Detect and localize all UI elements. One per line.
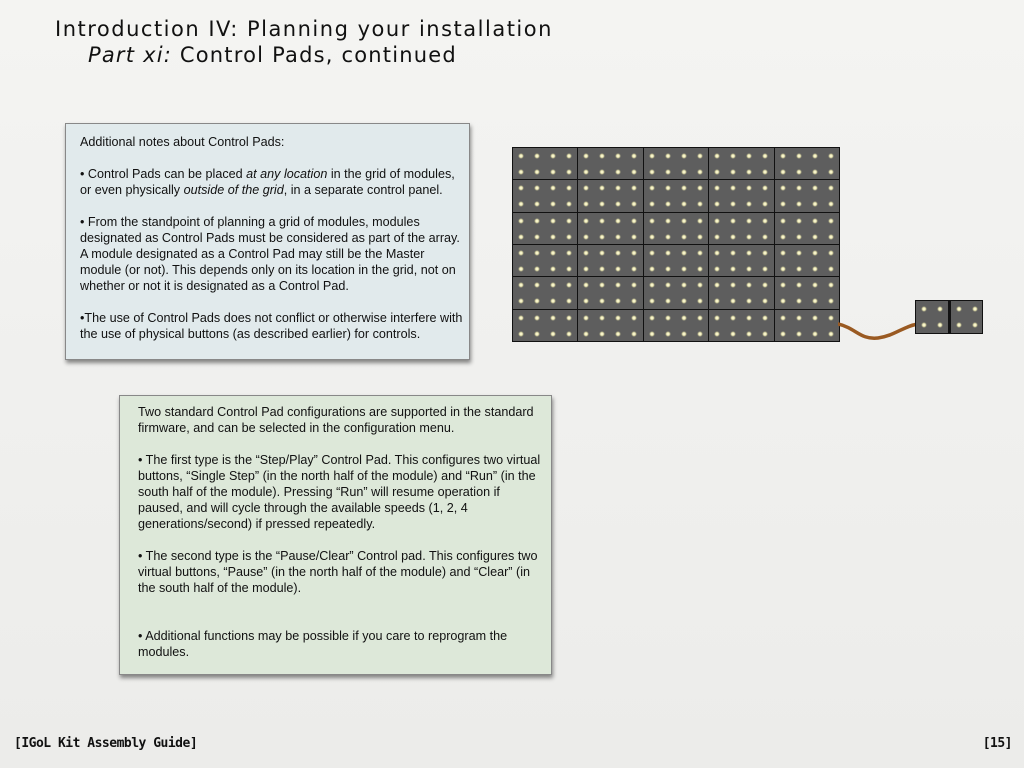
config-paragraph-1: Two standard Control Pad configurations are supported in the standard firmware, and can be selected in the configuration menu. xyxy=(138,405,534,435)
configurations-box xyxy=(119,395,552,675)
grid-module xyxy=(775,277,839,308)
config-paragraph-3: • The second type is the “Pause/Clear” Control pad. This configures two virtual buttons, “Pause” (in the north half of the module) and “Clear” (in the south half of the module). xyxy=(138,549,538,595)
grid-module xyxy=(578,213,642,244)
grid-module xyxy=(513,245,577,276)
grid-module xyxy=(709,245,773,276)
slide-subtitle xyxy=(88,43,457,67)
notes-paragraph-1 xyxy=(80,166,463,198)
grid-module xyxy=(513,213,577,244)
grid-module xyxy=(709,180,773,211)
notes-paragraph-2: • From the standpoint of planning a grid of modules, modules designated as Control Pads must be considered as part of the array. A module designated as a Control Pad may still be the Master module (or not). This depends only on its location in the grid, not on whether or not it is designated as a Control Pad. xyxy=(80,215,460,293)
grid-module xyxy=(775,213,839,244)
grid-module xyxy=(775,245,839,276)
grid-module xyxy=(644,245,708,276)
grid-module xyxy=(578,180,642,211)
grid-module xyxy=(513,310,577,341)
grid-module xyxy=(513,277,577,308)
notes-p1-emphasis-location: at any location xyxy=(246,167,328,181)
footer-page-number: [15] xyxy=(982,736,1012,751)
grid-module xyxy=(513,148,577,179)
config-paragraph-2: • The first type is the “Step/Play” Control Pad. This configures two virtual buttons, “Single Step” (in the north half of the module) and “Run” (in the south half of the module). Pressing “Run” will resume operation if paused, and will cycle through the available speeds (1, 2, 4 generations/second) if pressed repeatedly. xyxy=(138,453,541,531)
grid-module xyxy=(644,180,708,211)
grid-module xyxy=(709,277,773,308)
notes-heading: Additional notes about Control Pads: xyxy=(80,135,285,149)
notes-p1-emphasis-outside: outside of the grid xyxy=(183,183,284,197)
grid-module xyxy=(644,148,708,179)
notes-box xyxy=(65,123,470,360)
grid-module xyxy=(709,310,773,341)
config-paragraph-4: • Additional functions may be possible if you care to reprogram the modules. xyxy=(138,629,508,659)
grid-module xyxy=(775,180,839,211)
module-grid-diagram xyxy=(512,147,840,342)
grid-module xyxy=(709,213,773,244)
grid-module xyxy=(709,148,773,179)
grid-module xyxy=(644,310,708,341)
control-pad-south-half xyxy=(951,301,983,333)
control-pad-module xyxy=(915,300,983,334)
grid-module xyxy=(578,148,642,179)
control-pad-north-half xyxy=(916,301,948,333)
notes-p1-text-c: in the grid of modules, or even physically xyxy=(80,167,455,197)
grid-module xyxy=(578,245,642,276)
notes-paragraph-3: •The use of Control Pads does not conflict or otherwise interfere with the use of physical buttons (as described earlier) for controls. xyxy=(80,311,463,341)
cable-connector xyxy=(838,318,920,344)
slide-title: Introduction IV: Planning your installation xyxy=(55,17,553,41)
subtitle-part-label: Part xi: xyxy=(88,43,173,67)
subtitle-text: Control Pads, continued xyxy=(172,43,457,67)
grid-module xyxy=(644,277,708,308)
grid-module xyxy=(644,213,708,244)
grid-module xyxy=(578,277,642,308)
grid-module xyxy=(578,310,642,341)
grid-module xyxy=(775,310,839,341)
footer-guide-title: [IGoL Kit Assembly Guide] xyxy=(14,736,198,751)
grid-module xyxy=(775,148,839,179)
notes-p1-text-a: • Control Pads can be placed xyxy=(80,167,247,181)
grid-module xyxy=(513,180,577,211)
notes-p1-text-e: , in a separate control panel. xyxy=(283,183,443,197)
